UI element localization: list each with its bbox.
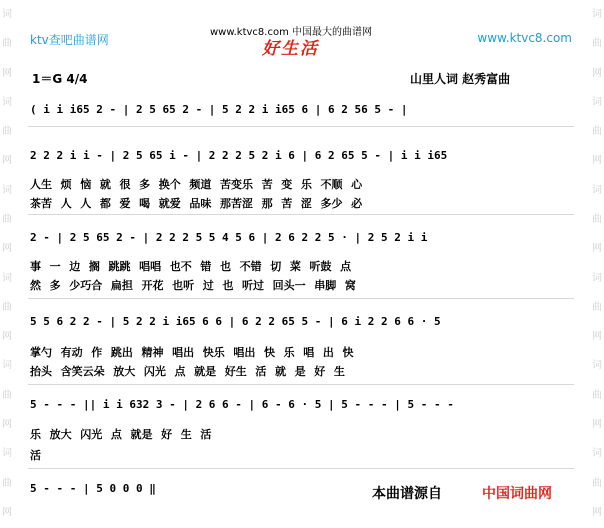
watermark-glyph: 词 xyxy=(592,360,602,372)
row-divider xyxy=(28,384,574,385)
row-divider xyxy=(28,468,574,469)
notation-row-4: 5 5 6 2 2 - | 5 2 2 i i65 6 6 | 6 2 2 65 5 - | 6 i 2 2 6 6 · 5 xyxy=(30,315,441,328)
notation-row-2: 2 2 2 i i - | 2 5 65 i - | 2 2 2 5 2 i 6 | 6 2 65 5 - | i i i65 xyxy=(30,149,448,162)
watermark-glyph: 网 xyxy=(2,506,12,518)
watermark-glyph: 网 xyxy=(2,418,12,430)
watermark-glyph: 网 xyxy=(592,155,602,167)
watermark-glyph: 词 xyxy=(592,448,602,460)
right-watermark-strip xyxy=(590,10,604,518)
key-signature: 1＝G 4/4 xyxy=(32,72,88,86)
watermark-glyph: 曲 xyxy=(592,38,602,50)
song-title: 好生活 xyxy=(262,39,319,59)
watermark-glyph: 曲 xyxy=(2,126,12,138)
header-center-site[interactable]: www.ktvc8.com 中国最大的曲谱网 xyxy=(210,27,373,38)
watermark-glyph: 曲 xyxy=(592,301,602,313)
watermark-glyph: 网 xyxy=(2,331,12,343)
row-divider xyxy=(28,214,574,215)
notation-row-6: 5 - - - | 5 0 0 0 ‖ xyxy=(30,482,156,495)
notation-row-3: 2 - | 2 5 65 2 - | 2 2 2 5 5 4 5 6 | 2 6 2 2 5 · | 2 5 2 i i xyxy=(30,231,428,244)
watermark-glyph: 网 xyxy=(2,243,12,255)
lyric-row-4-verse-1: 掌勺 有动 作 跳出 精神 唱出 快乐 唱出 快 乐 唱 出 快 xyxy=(30,346,354,359)
watermark-glyph: 曲 xyxy=(592,477,602,489)
watermark-glyph: 网 xyxy=(592,506,602,518)
lyric-row-2-verse-1: 人生 烦 恼 就 很 多 换个 频道 苦变乐 苦 变 乐 不顺 心 xyxy=(30,178,363,191)
watermark-glyph: 曲 xyxy=(2,477,12,489)
watermark-glyph: 曲 xyxy=(592,126,602,138)
notation-row-5: 5 - - - || i i 632 3 - | 2 6 6 - | 6 - 6 · 5 | 5 - - - | 5 - - - xyxy=(30,398,454,411)
watermark-glyph: 曲 xyxy=(2,38,12,50)
watermark-glyph: 网 xyxy=(592,67,602,79)
row-divider xyxy=(28,126,574,127)
notation-row-1: ( i i i65 2 - | 2 5 65 2 - | 5 2 2 i i65 6 | 6 2 56 5 - | xyxy=(30,103,408,116)
watermark-glyph: 词 xyxy=(2,96,12,108)
source-name[interactable]: 中国词曲网 xyxy=(482,486,552,502)
lyric-row-2-verse-2: 茶苦 人 人 都 爱 喝 就爱 品味 那苦涩 那 苦 涩 多少 必 xyxy=(30,197,363,210)
watermark-glyph: 词 xyxy=(592,9,602,20)
lyric-row-3-verse-1: 事 一 边 搁 跳跳 唱唱 也不 错 也 不错 切 菜 听鼓 点 xyxy=(30,260,352,273)
watermark-glyph: 词 xyxy=(2,448,12,460)
watermark-glyph: 词 xyxy=(2,184,12,196)
watermark-glyph: 词 xyxy=(592,184,602,196)
watermark-glyph: 词 xyxy=(592,96,602,108)
header-left-site[interactable]: ktv查吧曲谱网 xyxy=(30,33,109,47)
watermark-glyph: 网 xyxy=(2,67,12,79)
song-credits: 山里人词 赵秀富曲 xyxy=(410,72,511,86)
lyric-row-3-verse-2: 然 多 少巧合 扁担 开花 也听 过 也 听过 回头一 串脚 窝 xyxy=(30,279,356,292)
watermark-glyph: 网 xyxy=(592,331,602,343)
watermark-glyph: 曲 xyxy=(2,213,12,225)
lyric-row-5-verse-2: 活 xyxy=(30,449,41,462)
watermark-glyph: 词 xyxy=(2,360,12,372)
watermark-glyph: 词 xyxy=(592,272,602,284)
watermark-glyph: 曲 xyxy=(592,389,602,401)
row-divider xyxy=(28,298,574,299)
watermark-glyph: 网 xyxy=(592,243,602,255)
watermark-glyph: 词 xyxy=(2,9,12,20)
lyric-row-5-verse-1: 乐 放大 闪光 点 就是 好 生 活 xyxy=(30,428,212,441)
watermark-glyph: 曲 xyxy=(2,301,12,313)
header-right-site[interactable]: www.ktvc8.com xyxy=(477,31,572,45)
watermark-glyph: 曲 xyxy=(2,389,12,401)
watermark-glyph: 网 xyxy=(2,155,12,167)
watermark-glyph: 网 xyxy=(592,418,602,430)
watermark-glyph: 曲 xyxy=(592,213,602,225)
watermark-glyph: 词 xyxy=(2,272,12,284)
source-label: 本曲谱源自 xyxy=(372,486,442,502)
lyric-row-4-verse-2: 抬头 含笑云朵 放大 闪光 点 就是 好生 活 就 是 好 生 xyxy=(30,365,345,378)
left-watermark-strip xyxy=(0,10,14,518)
